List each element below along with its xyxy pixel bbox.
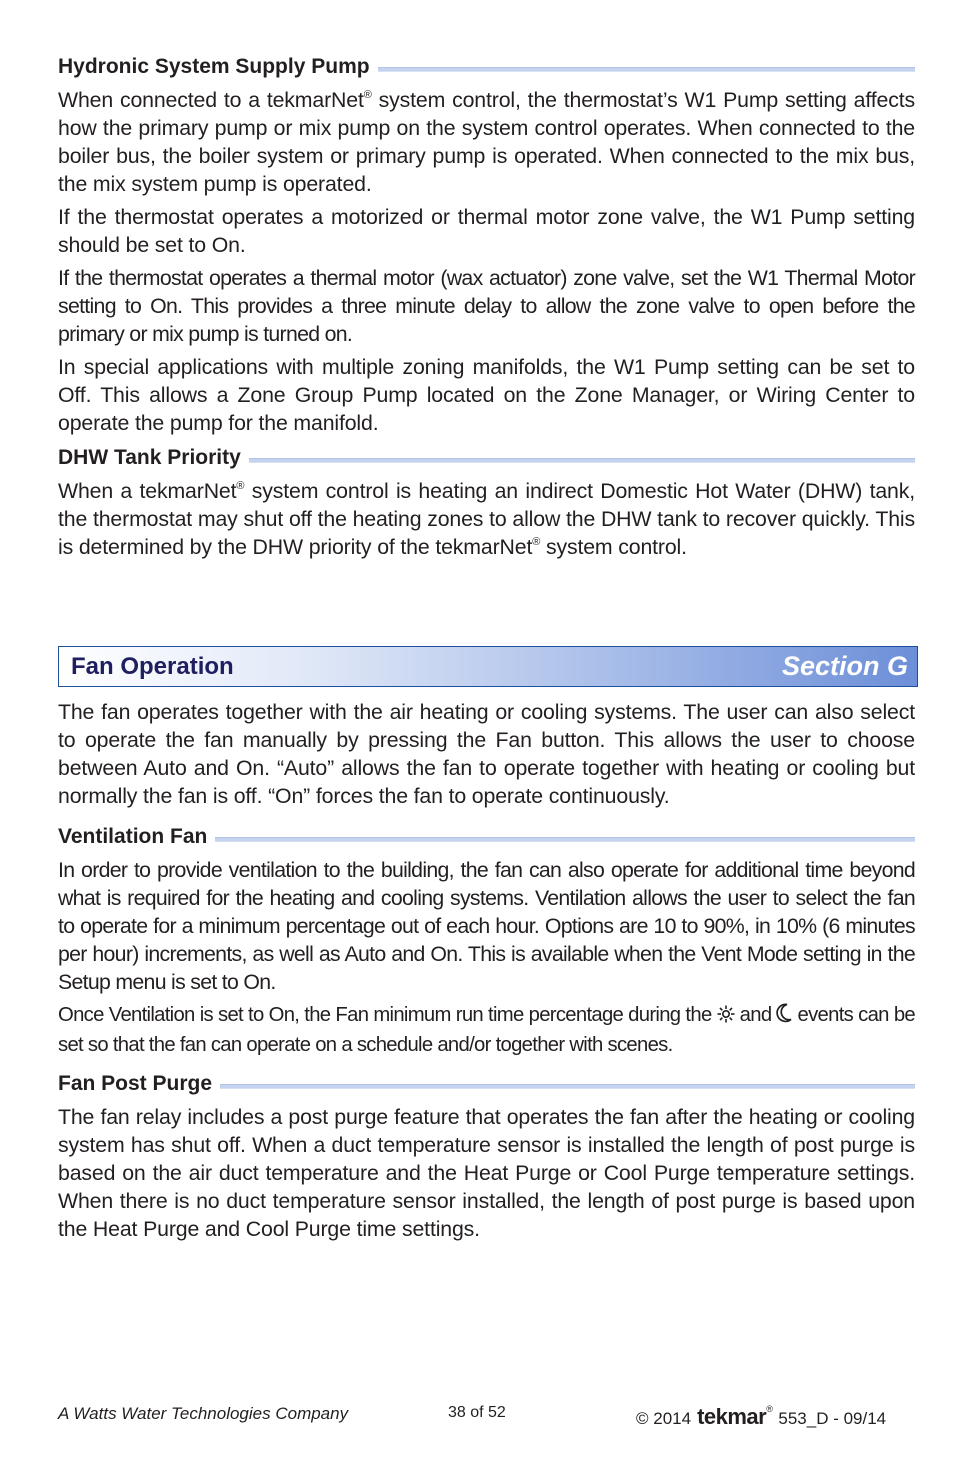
footer-company: A Watts Water Technologies Company (58, 1404, 349, 1423)
heading-text: DHW Tank Priority (58, 446, 241, 469)
registered-mark: ® (236, 480, 245, 492)
sun-icon (717, 1003, 735, 1031)
moon-icon (776, 1003, 792, 1031)
paragraph: The fan operates together with the air heating or cooling systems. The user can also select to operate the fan manually by pressing the Fan button. This allows the user to choose between Auto and On. “Auto” allows the fan to operate together with heating or cooling but normally the fan is off. “On” forces the fan to operate continuously. (58, 700, 915, 808)
brand-text: tekmar (697, 1404, 767, 1429)
section-band (58, 646, 918, 687)
text: system control, the thermostat’s W1 Pump setting affects how the primary pump or mix pump on the system control operates. When connected to the boiler bus, the boiler system or primary pump is operated. When connected to the mix bus, the mix system pump is operated. (58, 88, 915, 196)
text: events can be set so that the fan can operate on a schedule and/or together with scenes. (58, 1004, 915, 1056)
text: When connected to a tekmarNet (58, 88, 364, 112)
heading-text: Fan Post Purge (58, 1072, 213, 1095)
heading-text: Hydronic System Supply Pump (58, 55, 370, 78)
section-heading-purge (58, 1071, 915, 1097)
footer-right (636, 1404, 886, 1430)
heading-rule (378, 67, 915, 72)
text: When a tekmarNet (58, 479, 237, 503)
text: system control. (540, 535, 687, 559)
paragraph: If the thermostat operates a motorized or thermal motor zone valve, the W1 Pump setting should be set to On. (58, 205, 915, 257)
heading-text: Ventilation Fan (58, 825, 208, 848)
paragraph (58, 1001, 915, 1059)
paragraph: In order to provide ventilation to the building, the fan can also operate for additional time beyond what is required for the heating and cooling systems. Ventilation allows the user to select the fan to operate for a minimum percentage out of each hour. Options are 10 to 90%, in 10% (6 minutes per hour) increments, as well as Auto and On. This is available when the Vent Mode setting in the Setup menu is set to On. (58, 858, 915, 994)
section-label: Section G (781, 651, 908, 681)
copyright: © 2014 (636, 1409, 692, 1428)
page-content (58, 54, 915, 566)
paragraph: In special applications with multiple zoning manifolds, the W1 Pump setting can be set to Off. This allows a Zone Group Pump located on the Zone Manager, or Wiring Center to operate the pump for the manifold. (58, 355, 915, 435)
paragraph: If the thermostat operates a thermal motor (wax actuator) zone valve, set the W1 Thermal Motor setting to On. This provides a three minute delay to allow the zone valve to open before the primary or mix pump is turned on. (58, 266, 915, 346)
registered-mark: ® (532, 536, 541, 548)
brand-logo (697, 1404, 772, 1430)
heading-rule (215, 837, 915, 842)
text: and (734, 1004, 777, 1026)
heading-rule (220, 1084, 915, 1089)
paragraph (58, 86, 915, 198)
section-heading-vent (58, 824, 915, 850)
page-number: 38 of 52 (448, 1404, 506, 1421)
registered-mark: ® (766, 1404, 773, 1414)
section-heading-pump (58, 54, 915, 80)
text: Once Ventilation is set to On, the Fan minimum run time percentage during the (58, 1004, 717, 1026)
registered-mark: ® (363, 89, 372, 101)
paragraph: The fan relay includes a post purge feature that operates the fan after the heating or cooling system has shut off. When a duct temperature sensor is installed the length of post purge is based on the air duct temperature and the Heat Purge or Cool Purge temperature settings. When there is no duct temperature sensor installed, the length of post purge is based upon the Heat Purge and Cool Purge time settings. (58, 1105, 915, 1241)
section-heading-dhw (58, 445, 915, 471)
page-content-fan (58, 698, 915, 1248)
band-title: Fan Operation (71, 652, 234, 680)
text: system control is heating an indirect Domestic Hot Water (DHW) tank, the thermostat may shut off the heating zones to allow the DHW tank to recover quickly. This is determined by the DHW priority of the tekmarNet (58, 479, 915, 559)
paragraph (58, 477, 915, 561)
document-code: 553_D - 09/14 (778, 1409, 887, 1428)
heading-rule (249, 458, 915, 463)
